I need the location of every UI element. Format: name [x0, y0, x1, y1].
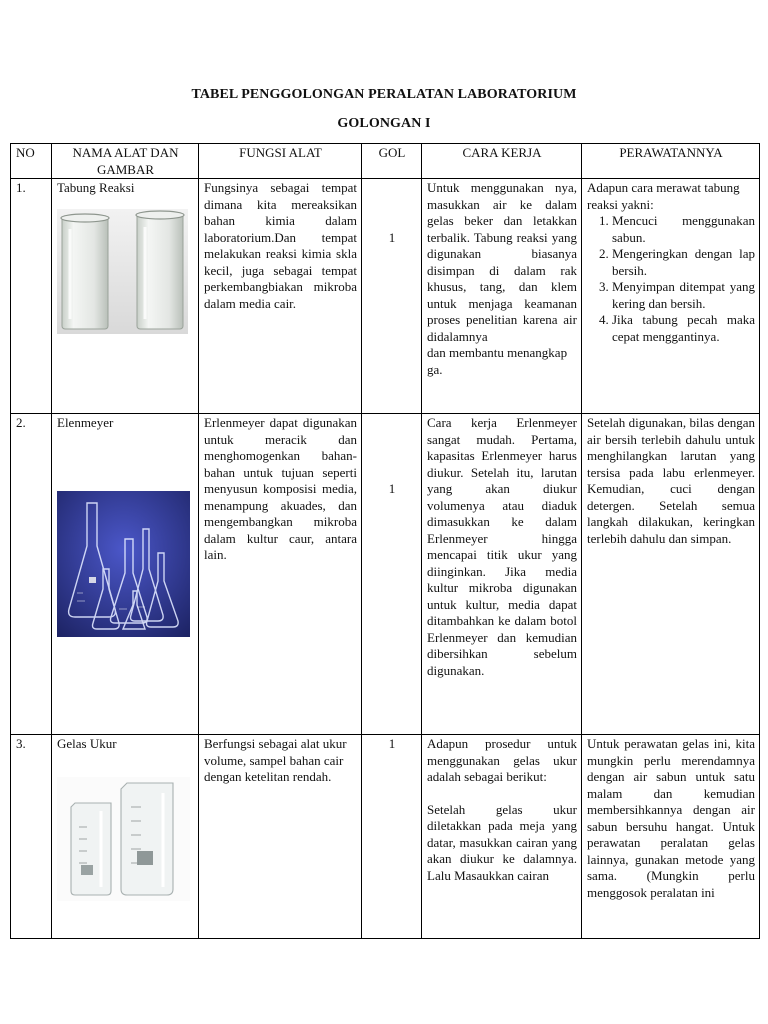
tool-name: Tabung Reaksi	[57, 180, 135, 195]
row-gol	[362, 179, 422, 414]
row-perawatan: Setelah digunakan, bilas dengan air bersih terlebih dahulu untuk menghilangkan larutan yang tersisa pada labu erlenmeyer. Kemudian, cuci dengan detergen. Setelah semua langkah dilakukan, keringkan terlebih dahulu dan simpan.	[582, 414, 760, 735]
header-gol: GOL	[362, 144, 422, 179]
table-header-row	[11, 144, 760, 179]
row-perawatan: Untuk perawatan gelas ini, kita mungkin perlu merendamnya dengan air sabun untuk satu malam dan kemudian membersihkannya dengan air sabun bersuhu hangat. Untuk perawatan peralatan gelas lainnya, gunakan metode yang sama. (Mungkin perlu menggosok peralatan ini	[582, 735, 760, 939]
cara-text-cont: Setelah gelas ukur diletakkan pada meja yang datar, masukkan cairan yang akan diukur ke dalamnya. Lalu Masaukkan cairan	[427, 801, 577, 883]
row-no: 3.	[11, 735, 52, 939]
tool-name: Gelas Ukur	[57, 736, 117, 751]
row-fungsi: Berfungsi sebagai alat ukur volume, sampel bahan cair dengan ketelitan rendah.	[199, 735, 362, 939]
header-fungsi: FUNGSI ALAT	[199, 144, 362, 179]
header-nama: NAMA ALAT DAN GAMBAR	[52, 144, 199, 179]
row-cara-cell	[422, 735, 582, 939]
row-nama-cell	[52, 735, 199, 939]
row-fungsi: Fungsinya sebagai tempat dimana kita mereaksikan bahan kimia dalam laboratorium.Dan tempat melakukan reaksi kimia skla kecil, juga sebagai tempat perkembangbiakan mikroba dalam media cair.	[199, 179, 362, 414]
list-item: 2. Mengeringkan dengan lap bersih.	[612, 246, 755, 279]
measuring-glass-photo-icon	[57, 777, 190, 901]
row-no: 2.	[11, 414, 52, 735]
header-cara: CARA KERJA	[422, 144, 582, 179]
document-subtitle: GOLONGAN I	[337, 116, 431, 131]
row-perawatan-cell	[582, 179, 760, 414]
tool-name: Elenmeyer	[57, 415, 114, 430]
cara-text-cont: dan membantu menangkap ga.	[427, 345, 568, 377]
list-item: 3. Menyimpan ditempat yang kering dan bersih.	[612, 279, 755, 312]
cara-text: Adapun prosedur untuk menggunakan gelas ukur adalah sebagai berikut:	[427, 736, 577, 784]
header-no: NO	[11, 144, 52, 179]
cara-text: Untuk menggunakan nya, masukkan air ke dalam gelas beker dan letakkan terbalik. Tabung reaksi yang digunakan biasanya disimpan di dalam rak khusus, tang, dan klem untuk menjaga keamanan proses penelitian karena air didalamnya	[427, 180, 577, 344]
perawatan-intro: Adapun cara merawat tabung reaksi yakni:	[587, 180, 740, 212]
perawatan-list	[587, 213, 755, 345]
row-gol	[362, 414, 422, 735]
list-item: 4. Jika tabung pecah maka cepat menggantinya.	[612, 312, 755, 345]
row-fungsi: Erlenmeyer dapat digunakan untuk meracik dan menghomogenkan bahan-bahan untuk tujuan seperti menyusun komposisi media, menampung akuades, dan mengembangkan mikroba dalam kultur caur, antara lain.	[199, 414, 362, 735]
table-row	[11, 414, 760, 735]
table-row	[11, 179, 760, 414]
gol-value: 1	[388, 481, 396, 496]
test-tube-photo-icon	[57, 209, 188, 334]
table-row	[11, 735, 760, 939]
row-cara-cell	[422, 179, 582, 414]
erlenmeyer-flask-photo-icon	[57, 491, 190, 637]
row-cara: Cara kerja Erlenmeyer sangat mudah. Pertama, kapasitas Erlenmeyer harus diukur. Setelah itu, larutan yang akan diukur volumenya atau diaduk dimasukkan ke dalam Erlenmeyer hingga mencapai titik ukur yang diinginkan. Jika media kultur mikroba digunakan untuk kultur, media dapat ditambahkan ke dalam botol Erlenmeyer dan kemudian dibersihkan sebelum digunakan.	[422, 414, 582, 735]
list-item: 1. Mencuci menggunakan sabun.	[612, 213, 755, 246]
row-nama-cell	[52, 179, 199, 414]
gol-value: 1	[388, 229, 396, 245]
row-nama-cell	[52, 414, 199, 735]
header-perawatan: PERAWATANNYA	[582, 144, 760, 179]
document-title: TABEL PENGGOLONGAN PERALATAN LABORATORIUM	[191, 87, 577, 102]
row-gol: 1	[362, 735, 422, 939]
row-no: 1.	[11, 179, 52, 414]
equipment-table	[10, 143, 760, 939]
